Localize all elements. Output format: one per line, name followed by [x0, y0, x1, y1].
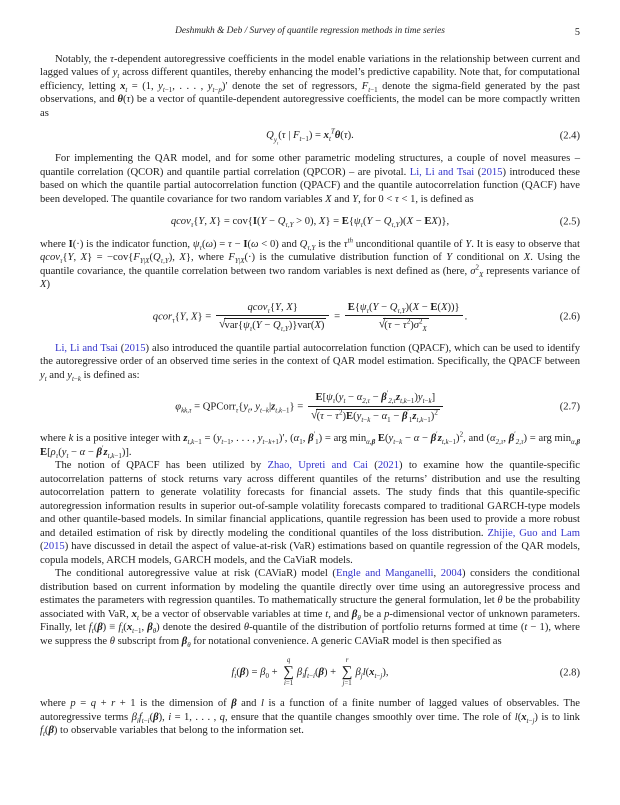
- square-root: $√var\{\psi_\tau(Y - Q_{\tau,Y})\}var(X)$: [218, 316, 325, 334]
- equation-2-4-body: $Q_{y_t}(\tau$ | $F_{t-1}) = x_t^T\theta(\tau)$.: [266, 127, 354, 145]
- header-title: Deshmukh & Deb / Survey of quantile regression methods in time series: [175, 26, 445, 36]
- square-root: $√(\tau - \tau^2)\sigma^2_X$: [378, 316, 427, 334]
- equation-2-8-body: $f_t(\beta) = \beta_0$ + q ∑ i=1 $\beta_if_{t-i}(\beta)$ + r ∑ j=1 $\beta_jl(x_{t-j})$,: [231, 657, 389, 688]
- paragraph-qpacf-intro: Li, Li and Tsai (2015) also introduced the quantile partial autocorrelation function (QPACF), which can be used to identify the autoregressive order of an observed time series in the context of QAR model estimation. Specifically, the QPACF between $y_t$ and $y_{t-k}$ is defined as:: [40, 342, 580, 383]
- fraction: $\frac{E\{\psi_\tau(Y - Q_{\tau,Y})(X - E(X))\}}{√(\tau - \tau^2)\sigma^2_X}$: [345, 301, 463, 333]
- equation-2-7-number: (2.7): [559, 401, 580, 413]
- equation-2-5-body: qcov$_\tau${Y, $X\} = cov\{I(Y - Q_{\tau,Y} > 0)$, $X\} = E\{\psi_\tau(Y - Q_{\tau,Y})(X - EX)\}$,: [170, 216, 450, 230]
- running-header: [40, 26, 580, 38]
- equation-2-7: [40, 391, 580, 423]
- citation-link[interactable]: Li, Li and Tsai: [409, 166, 475, 178]
- equation-2-6-body: qcor$_\tau${Y, X} = $\frac{qcov_\tau\{Y, X\}}{√var\{\psi_\tau(Y - Q_{\tau,Y})\}var(X)}$ = $\frac{E\{\psi_\tau(Y - Q_{\tau,Y})(X - E(X))\}}{√(\tau - \tau^2)\sigma^2_X}$ .: [152, 301, 468, 334]
- paragraph-dimension: where p = q + r + 1 is the dimension of β and l is a function of a finite number of lagged values of observables. The autoregressive terms $\beta_if_{t-i}(\beta)$, i = 1, . . . , q, ensure that the quantile changes smoothly over time. The role of $l(x_{t-j})$ is to link $f_t(\beta)$ to observable variables that belong to the information set.: [40, 698, 581, 739]
- fraction: $\frac{qcov_\tau\{Y, X\}}{√var\{\psi_\tau(Y - Q_{\tau,Y})\}var(X)}$: [216, 301, 330, 333]
- equation-2-6: [40, 301, 580, 333]
- citation-link[interactable]: 2015: [124, 342, 146, 354]
- citation-link[interactable]: Engle and Manganelli: [335, 568, 434, 580]
- equation-2-8-number: (2.8): [559, 666, 580, 678]
- equation-2-5: [40, 215, 580, 229]
- citation-link[interactable]: 2021: [377, 460, 399, 472]
- citation-link[interactable]: Zhao, Upreti and Cai: [267, 460, 368, 472]
- citation-link[interactable]: 2004: [440, 568, 462, 580]
- equation-2-6-number: (2.6): [559, 311, 580, 323]
- summation: q ∑ i=1: [283, 657, 294, 688]
- page-number: 5: [574, 27, 580, 38]
- citation-link[interactable]: Zhijie, Guo and Lam: [487, 527, 580, 539]
- paragraph-qar-measures: For implementing the QAR model, and for some other parametric modeling structures, a couple of novel measures – quantile correlation (QCOR) and quantile partial correlation (QPCOR) – are pivotal. Li, Li and Tsai (2015) introduced these based on which the quantile partial autocorrelation function (QPACF) and the quantile autocorrelation function (QACF) have been developed. The quantile covariance for two random variables X and Y, for 0 < τ < 1, is defined as: [40, 153, 580, 205]
- paragraph-notably: Notably, the τ-dependent autoregressive coefficients in the model enable variations in the relationship between current and lagged values of $y_t$ across different quantiles, thereby enhancing the model’s predictive capability. Note that, for computational efficiency, letting $x_t = (1$, $y_{t-1}$, . . . , $y_{t-p})'$ denote the set of regressors, $F_{t-1}$ denote the sigma-field generated by the past observations, and θ(τ) be a vector of quantile-dependent autoregressive coefficients, the model can be more compactly written as: [40, 53, 581, 119]
- equation-2-8: [40, 657, 580, 688]
- summation: r ∑ j=1: [341, 657, 353, 688]
- equation-2-4: [40, 129, 580, 143]
- citation-link[interactable]: 2015: [481, 166, 503, 178]
- paragraph-caviar: The conditional autoregressive value at risk (CAViaR) model (Engle and Manganelli, 2004) considers the conditional distribution based on current information by modeling the quantile directly over time using an autoregressive process and estimates the parameters with regression quantiles. To mathematically structure the general formulation, let θ be the probability associated with VaR, $x_t$ be a vector of observable variables at time t, and $\beta_\theta$ be a p-dimensional vector of unknown parameters. Finally, let $f_t(\beta) \equiv f_t(x_{t-1}$, $\beta_\theta$) denote the desired θ-quantile of the distribution of portfolio returns formed at time (t − 1), where we suppress the θ subscript from $\beta_\theta$ for notational convenience. A generic CAViaR model is then specified as: [40, 568, 581, 650]
- paragraph-qpacf-usage: The notion of QPACF has been utilized by Zhao, Upreti and Cai (2021) to examine how the quantile-specific autocorrelation patterns of stock returns vary across different quantiles of the returns’ distribution and use the resulting autocorrelation pattern to generate volatility forecasts for financial assets. The study finds that this quantile-specific autoregression information results in superior out-of-sample volatility forecasts compared to traditional GARCH-type models and other quantile-based models. In similar financial applications, quantile regression has been used to provide a more robust and detailed estimation of risk by directly modeling the conditional quantiles of the loss distribution. Zhijie, Guo and Lam (2015) have discussed in detail the aspect of value-at-risk (VaR) estimations based on quantile regression of the QAR models, copula models, ARCH models, GARCH models, and the CaViaR models.: [40, 460, 580, 566]
- square-root: $√(\tau - \tau^2)E(y_{t-k} - \alpha_1 - \beta'_1z_{t,k-1})^2$: [310, 407, 438, 424]
- citation-link[interactable]: Li, Li and Tsai: [55, 342, 118, 354]
- equation-2-7-body: $\varphi_{kk,\tau}$ = $QPCorr_\tau\{y_t$, $y_{t-k}|z_{t,k-1}$} = $\frac{E[\psi_\tau(y_t - \alpha_{2,\tau} - \beta'_{2,\tau}z_{t,k-1})y_{t-k}]}{√(\tau - \tau^2)E(y_{t-k} - \alpha_1 - \beta'_1z_{t,k-1})^2}$: [175, 391, 445, 423]
- fraction: $\frac{E[\psi_\tau(y_t - \alpha_{2,\tau} - \beta'_{2,\tau}z_{t,k-1})y_{t-k}]}{√(\tau - \tau^2)E(y_{t-k} - \alpha_1 - \beta'_1z_{t,k-1})^2}$: [308, 391, 443, 423]
- equation-2-4-number: (2.4): [559, 130, 580, 142]
- equation-2-5-number: (2.5): [559, 216, 580, 228]
- citation-link[interactable]: 2015: [43, 541, 65, 553]
- paragraph-indicator-function: where I(·) is the indicator function, $\psi_\tau(\omega) = \tau - I(\omega < 0)$ and $Q_{\tau,Y}$ is the $\tau^{th}$ unconditional quantile of Y. It is easy to observe that qcov$_\tau${Y, $X\} = -cov\{F_{Y|X}(Q_{\tau,Y})$, X}, where $F_{Y|X}(\cdot)$ is the cumulative distribution function of Y conditional on X. Using the quantile covariance, the quantile correlation between two random variables is next defined as (here, $\sigma^2_X$ represents variance of X): [40, 236, 580, 291]
- paragraph-k-definition: where k is a positive integer with $z_{t,k-1} = (y_{t-1}$, . . . , $y_{t-k+1})'$, ($\alpha_1$, $\beta'_1$) = arg $\min_{\alpha,\beta} E(y_{t-k} - \alpha - \beta'z_{t,k-1})^2$, and ($\alpha_{2,\tau}$, $\beta'_{2,\tau}$) = arg $\min_{\alpha,\beta} E[\rho_\tau(y_t - \alpha - \beta'z_{t,k-1})]$.: [40, 430, 581, 461]
